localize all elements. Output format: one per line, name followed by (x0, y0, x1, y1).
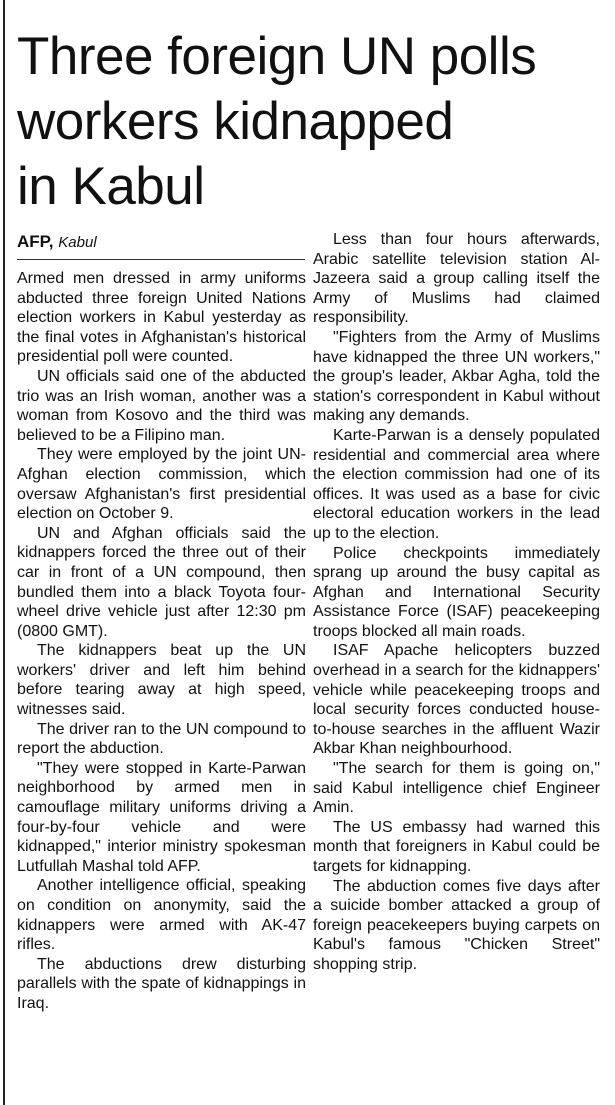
headline-line: workers kidnapped (17, 92, 454, 151)
byline-place: Kabul (58, 234, 97, 251)
column-border (3, 0, 5, 1105)
paragraph: UN and Afghan officials said the kidnappers forced the three out of their car in front of a UN compound, then bundled them into a black Toyota four-wheel drive vehicle just after 12:30 pm (0800 GMT). (17, 524, 306, 640)
byline-agency: AFP, (17, 232, 54, 251)
paragraph: Karte-Parwan is a densely populated residential and commercial area where the election commission had one of its offices. It was used as a base for civic electoral education workers in the lead up to the election. (313, 426, 600, 542)
paragraph: ISAF Apache helicopters buzzed overhead in a search for the kidnappers' vehicle while peacekeeping troops and local security forces conducted house-to-house searches in the affluent Wazir Akbar Khan neighbourhood. (313, 642, 600, 758)
paragraph: They were employed by the joint UN-Afghan election commission, which oversaw Afghanistan's first presidential election on October 9. (17, 446, 306, 523)
article-column-left (17, 269, 306, 1014)
paragraph: Police checkpoints immediately sprang up around the busy capital as Afghan and International Security Assistance Force (ISAF) peacekeeping troops blocked all main roads. (313, 544, 600, 640)
paragraph: The abductions drew disturbing parallels with the spate of kidnappings in Iraq. (17, 955, 306, 1012)
paragraph: The kidnappers beat up the UN workers' driver and left him behind before tearing away at high speed, witnesses said. (17, 642, 306, 719)
paragraph: Another intelligence official, speaking on condition on anonymity, said the kidnappers were armed with AK-47 rifles. (17, 877, 306, 954)
paragraph: The abduction comes five days after a suicide bomber attacked a group of foreign peacekeepers buying carpets on Kabul's famous "Chicken Street" shopping strip. (313, 877, 600, 973)
headline-line: Three foreign UN polls (17, 27, 537, 86)
headline (17, 24, 607, 219)
paragraph: "They were stopped in Karte-Parwan neighborhood by armed men in camouflage military uniforms driving a four-by-four vehicle and were kidnapped," interior ministry spokesman Lutfullah Mashal told AFP. (17, 759, 306, 875)
paragraph: The US embassy had warned this month that foreigners in Kabul could be targets for kidnapping. (313, 818, 600, 875)
paragraph: Less than four hours afterwards, Arabic satellite television station Al-Jazeera said a group calling itself the Army of Muslims had claimed responsibility. (313, 231, 600, 327)
paragraph: Armed men dressed in army uniforms abducted three foreign United Nations election workers in Kabul yesterday as the final votes in Afghanistan's historical presidential poll were counted. (17, 270, 306, 366)
paragraph: "The search for them is going on," said Kabul intelligence chief Engineer Amin. (313, 760, 600, 817)
article-column-right (313, 230, 600, 975)
paragraph: UN officials said one of the abducted trio was an Irish woman, another was a woman from Kosovo and the third was believed to be a Filipino man. (17, 367, 306, 444)
paragraph: The driver ran to the UN compound to report the abduction. (17, 720, 306, 758)
byline-divider (17, 259, 305, 260)
byline (17, 231, 307, 254)
paragraph: "Fighters from the Army of Muslims have kidnapped the three UN workers," the group's leader, Akbar Agha, told the station's correspondent in Kabul without making any demands. (313, 328, 600, 425)
headline-line: in Kabul (17, 157, 205, 216)
